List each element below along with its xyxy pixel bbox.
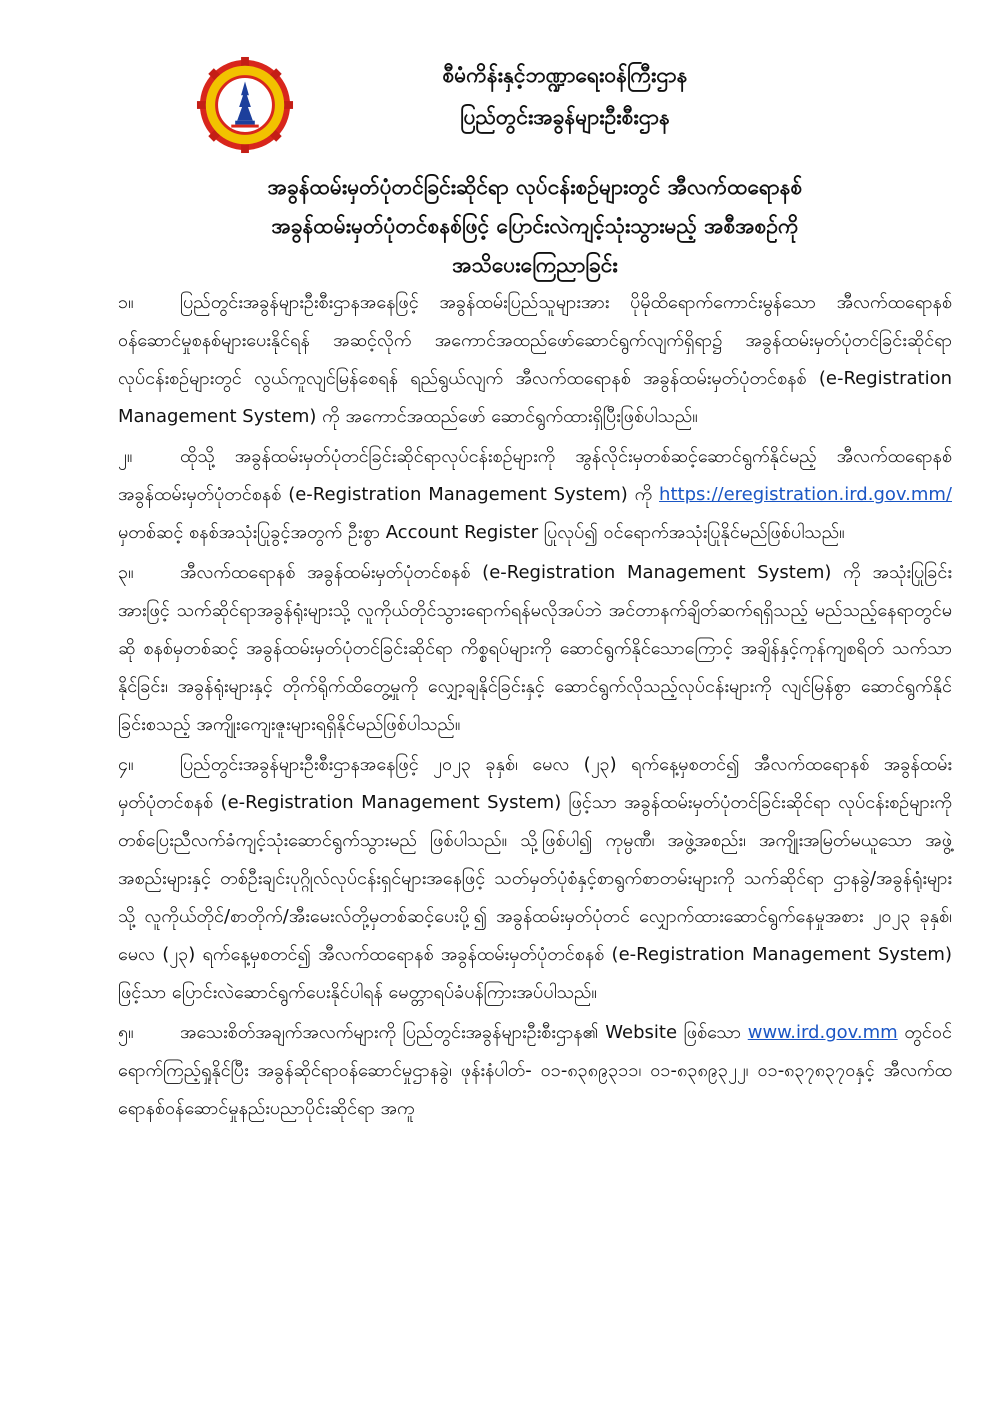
paragraph-text: တွင်ဝင်ရောက်ကြည့်ရှုနိုင်ပြီး အခွန်ဆိုင်ရာဝန်ဆောင်မှုဌာနခွဲ၊ ဖုန်းနံပါတ်- ၀၁-၈၃၈၉၃၁၁၊ ၀၁-၈၃၈၉၃၂၂၊ ၀၁-၈၃၇၈၃၇၀နှင့် အီလက်ထရောနစ်ဝန်ဆောင်မှုနည်းပညာပိုင်းဆိုင်ရာ အကူ bbox=[118, 1022, 952, 1119]
title-line-2: အခွန်ထမ်းမှတ်ပုံတင်စနစ်ဖြင့် ပြောင်းလဲကျင့်သုံးသွားမည့် အစီအစဉ်ကို bbox=[271, 214, 799, 238]
department-logo-icon bbox=[196, 56, 294, 154]
website-link[interactable]: www.ird.gov.mm bbox=[747, 1022, 898, 1043]
letterhead-text bbox=[330, 54, 800, 138]
paragraph-number: ၃။ bbox=[118, 562, 134, 583]
paragraph-number: ၅။ bbox=[118, 1022, 134, 1043]
paragraph-4 bbox=[118, 746, 952, 1012]
paragraph-text: အီလက်ထရောနစ် အခွန်ထမ်းမှတ်ပုံတင်စနစ် (e-Registration Management System) ကို အသုံးပြုခြင်းအားဖြင့် သက်ဆိုင်ရာအခွန်ရုံးများသို့ လူကိုယ်တိုင်သွားရောက်ရန်မလိုအပ်ဘဲ အင်တာနက်ချိတ်ဆက်ရရှိသည့် မည်သည့်နေရာတွင်မဆို စနစ်မှတစ်ဆင့် အခွန်ထမ်းမှတ်ပုံတင်ခြင်းဆိုင်ရာ ကိစ္စရပ်များကို ဆောင်ရွက်နိုင်သောကြောင့် အချိန်နှင့်ကုန်ကျစရိတ် သက်သာနိုင်ခြင်း၊ အခွန်ရုံးများနှင့် တိုက်ရိုက်ထိတွေ့မှုကို လျှော့ချနိုင်ခြင်းနှင့် ဆောင်ရွက်လိုသည့်လုပ်ငန်းများကို လျင်မြန်စွာ ဆောင်ရွက်နိုင်ခြင်းစသည့် အကျိုးကျေးဇူးများရရှိနိုင်မည်ဖြစ်ပါသည်။ bbox=[118, 562, 952, 735]
department-name: ပြည်တွင်းအခွန်များဦးစီးဌာန bbox=[460, 105, 670, 129]
paragraph-text: အသေးစိတ်အချက်အလက်များကို ပြည်တွင်းအခွန်များဦးစီးဌာန၏ Website ဖြစ်သော bbox=[180, 1022, 748, 1043]
paragraph-text: ပြည်တွင်းအခွန်များဦးစီးဌာနအနေဖြင့် အခွန်ထမ်းပြည်သူများအား ပိုမိုထိရောက်ကောင်းမွန်သော အီလက်ထရောနစ် ဝန်ဆောင်မှုစနစ်များပေးနိုင်ရန် အဆင့်လိုက် အကောင်အထည်ဖော်ဆောင်ရွက်လျက်ရှိရာ၌ အခွန်ထမ်းမှတ်ပုံတင်ခြင်းဆိုင်ရာလုပ်ငန်းစဉ်များတွင် လွယ်ကူလျင်မြန်စေရန် ရည်ရွယ်လျက် အီလက်ထရောနစ် အခွန်ထမ်းမှတ်ပုံတင်စနစ် (e-Registration Management System) ကို အကောင်အထည်ဖော် ဆောင်ရွက်ထားရှိပြီးဖြစ်ပါသည်။ bbox=[118, 292, 952, 427]
paragraph-number: ၄။ bbox=[118, 754, 134, 775]
paragraph-3 bbox=[118, 554, 952, 744]
paragraph-text: ထိုသို့ အခွန်ထမ်းမှတ်ပုံတင်ခြင်းဆိုင်ရာလုပ်ငန်းစဉ်များကို အွန်လိုင်းမှတစ်ဆင့်ဆောင်ရွက်နိုင်မည့် အီလက်ထရောနစ် အခွန်ထမ်းမှတ်ပုံတင်စနစ် (e-Registration Management System) ကို bbox=[118, 446, 952, 505]
paragraph-number: ၁။ bbox=[118, 292, 134, 313]
title-line-1: အခွန်ထမ်းမှတ်ပုံတင်ခြင်းဆိုင်ရာ လုပ်ငန်းစဉ်များတွင် အီလက်ထရောနစ် bbox=[267, 175, 803, 199]
eregistration-link[interactable]: https://eregistration.ird.gov.mm/ bbox=[659, 484, 952, 505]
paragraph-text: ပြည်တွင်းအခွန်များဦးစီးဌာနအနေဖြင့် ၂၀၂၃ ခုနှစ်၊ မေလ (၂၃) ရက်နေ့မှစတင်၍ အီလက်ထရောနစ် အခွန်ထမ်းမှတ်ပုံတင်စနစ် (e-Registration Management System) ဖြင့်သာ အခွန်ထမ်းမှတ်ပုံတင်ခြင်းဆိုင်ရာ လုပ်ငန်းစဉ်များကို တစ်ပြေးညီလက်ခံကျင့်သုံးဆောင်ရွက်သွားမည် ဖြစ်ပါသည်။ သို့ဖြစ်ပါ၍ ကုမ္ပဏီ၊ အဖွဲ့အစည်း၊ အကျိုးအမြတ်မယူသော အဖွဲ့အစည်းများနှင့် တစ်ဦးချင်းပုဂ္ဂိုလ်လုပ်ငန်းရှင်များအနေဖြင့် သတ်မှတ်ပုံစံနှင့်စာရွက်စာတမ်းများကို သက်ဆိုင်ရာ ဌာနခွဲ/အခွန်ရုံးများသို့ လူကိုယ်တိုင်/စာတိုက်/အီးမေးလ်တို့မှတစ်ဆင့်ပေးပို့၍ အခွန်ထမ်းမှတ်ပုံတင် လျှောက်ထားဆောင်ရွက်နေမှုအစား ၂၀၂၃ ခုနှစ်၊ မေလ (၂၃) ရက်နေ့မှစတင်၍ အီလက်ထရောနစ် အခွန်ထမ်းမှတ်ပုံတင်စနစ် (e-Registration Management System) ဖြင့်သာ ပြောင်းလဲဆောင်ရွက်ပေးနိုင်ပါရန် မေတ္တာရပ်ခံပန်ကြားအပ်ပါသည်။ bbox=[118, 754, 952, 1003]
paragraph-1 bbox=[118, 284, 952, 436]
ministry-name: စီမံကိန်းနှင့်ဘဏ္ဍာရေးဝန်ကြီးဌာန bbox=[442, 63, 688, 87]
paragraph-number: ၂။ bbox=[118, 446, 133, 467]
paragraph-5 bbox=[118, 1014, 952, 1128]
announcement-title bbox=[120, 168, 950, 285]
announcement-body bbox=[118, 284, 952, 1130]
paragraph-text: မှတစ်ဆင့် စနစ်အသုံးပြုခွင့်အတွက် ဦးစွာ Account Register ပြုလုပ်၍ ဝင်ရောက်အသုံးပြုနိုင်မည်ဖြစ်ပါသည်။ bbox=[118, 522, 845, 543]
title-line-3: အသိပေးကြေညာခြင်း bbox=[452, 253, 618, 277]
paragraph-2 bbox=[118, 438, 952, 552]
letterhead bbox=[0, 48, 1000, 158]
